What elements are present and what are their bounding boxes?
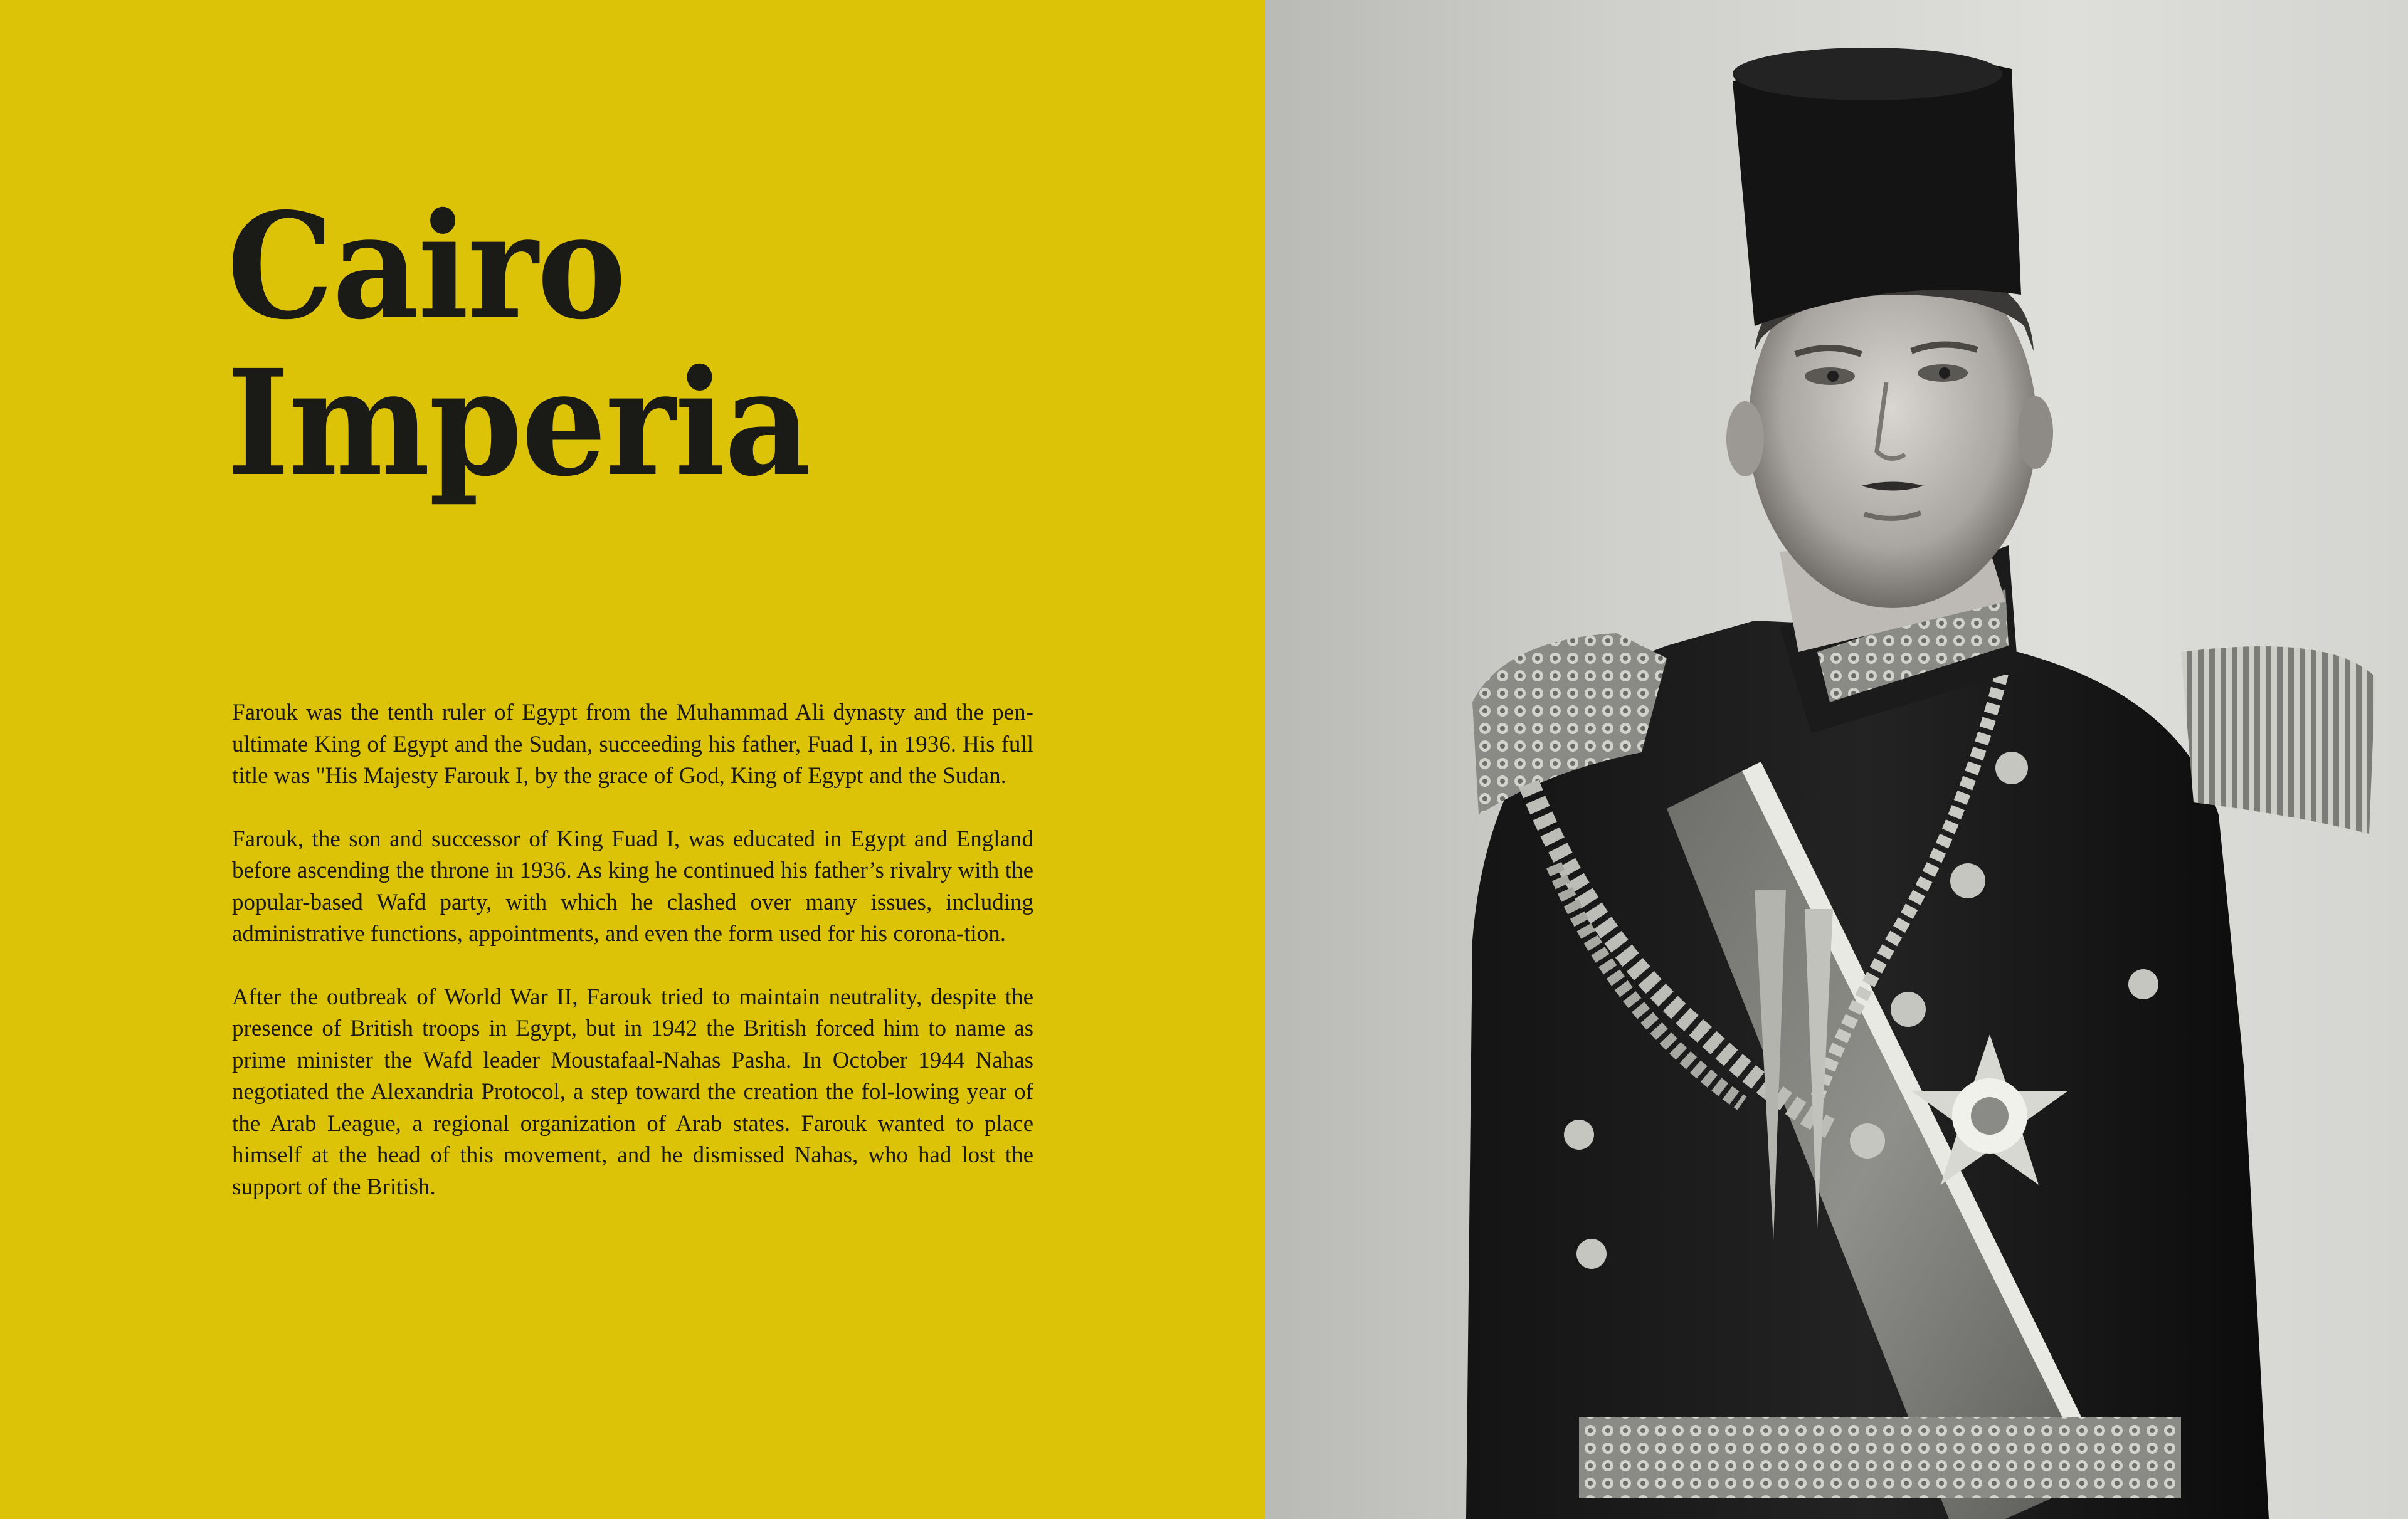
paragraph-1: Farouk was the tenth ruler of Egypt from the Muhammad Ali dynasty and the pen-ultimate King of Egypt and the Sudan, succeeding his father, Fuad I, in 1936. His full title was "His Majesty Farouk I, by the grace of God, King of Egypt and the Sudan. [232,700,1033,789]
paragraph-2: Farouk, the son and successor of King Fuad I, was educated in Egypt and England before ascending the throne in 1936. As king he continued his father’s rivalry with the popular-based Wafd party, with which he clashed over many issues, including administrative functions, appointments, and even the form used for his corona-tion. [232,826,1033,947]
page-title [227,181,810,508]
portrait-illustration [1265,0,2408,1519]
portrait-photo [1265,0,2408,1519]
article-body [232,697,1033,1234]
belt [1579,1417,2181,1498]
paragraph-3: After the outbreak of World War II, Farouk tried to maintain neutrality, despite the presence of British troops in Egypt, but in 1942 the British forced him to name as prime minister the Wafd leader Moustafaal-Nahas Pasha. In October 1944 Nahas negotiated the Alexandria Protocol, a step toward the creation the fol-lowing year of the Arab League, a regional organization of Arab states. Farouk wanted to place himself at the head of this movement, and he dismissed Nahas, who had lost the support of the British. [232,984,1033,1200]
title-line-2: Imperia [227,337,810,508]
title-line-1: Cairo [227,181,625,352]
